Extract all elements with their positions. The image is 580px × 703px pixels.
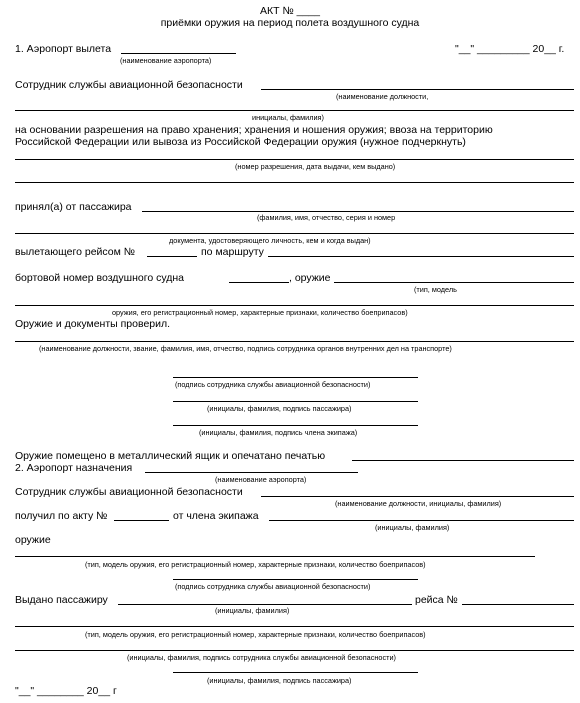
permit-line[interactable] xyxy=(15,159,574,160)
accepted-label: принял(а) от пассажира xyxy=(15,201,132,213)
officer-line[interactable] xyxy=(261,89,574,90)
officer2-caption: (наименование должности, инициалы, фамилия) xyxy=(335,499,502,508)
departure-airport-caption: (наименование аэропорта) xyxy=(120,56,212,65)
officer2-signature-line[interactable] xyxy=(173,579,418,580)
route-line[interactable] xyxy=(268,256,574,257)
police-line[interactable] xyxy=(15,341,574,342)
departure-airport-line[interactable] xyxy=(121,53,236,54)
police-caption: (наименование должности, звание, фамилия, имя, отчество, подпись сотрудника органов внутренних дел на транспорте) xyxy=(39,344,452,353)
passenger-signature-line[interactable] xyxy=(173,401,418,402)
officer2-signature-caption: (подпись сотрудника службы авиационной безопасности) xyxy=(175,582,371,591)
weapon-line[interactable] xyxy=(334,282,574,283)
arrival-airport-label: 2. Аэропорт назначения xyxy=(15,462,133,474)
issued-flight-label: рейса № xyxy=(415,594,458,606)
passenger-caption-2: документа, удостоверяющего личность, кем и когда выдан) xyxy=(169,236,371,245)
weapon3-caption: (тип, модель оружия, его регистрационный номер, характерные признаки, количество боеприпасов) xyxy=(85,630,426,639)
act-subtitle: приёмки оружия на период полета воздушного судна xyxy=(160,17,420,29)
crew-signature-caption: (инициалы, фамилия, подпись члена экипажа) xyxy=(199,428,358,437)
passenger2-signature-line[interactable] xyxy=(173,672,418,673)
officer-line-2[interactable] xyxy=(15,110,574,111)
weapon-line-2[interactable] xyxy=(15,305,574,306)
crew-line[interactable] xyxy=(269,520,574,521)
passenger-line-2[interactable] xyxy=(15,233,574,234)
issued-line[interactable] xyxy=(118,604,412,605)
permit-line-2[interactable] xyxy=(15,182,574,183)
weapon-caption: (тип, модель xyxy=(414,285,457,294)
passenger-caption: (фамилия, имя, отчество, серия и номер xyxy=(257,213,396,222)
officer-caption-2: инициалы, фамилия) xyxy=(252,113,324,122)
officer2-line[interactable] xyxy=(261,496,574,497)
officer-label: Сотрудник службы авиационной безопасности xyxy=(15,79,243,91)
final-date: "__" ________ 20__ г xyxy=(15,685,117,697)
received-label: получил по акту № xyxy=(15,510,108,522)
officer3-line[interactable] xyxy=(15,650,574,651)
weapon2-label: оружие xyxy=(15,534,51,546)
basis-line-1: на основании разрешения на право хранения; хранения и ношения оружия; ввоза на территорию xyxy=(15,124,493,136)
officer-caption: (наименование должности, xyxy=(336,92,429,101)
weapon-label: , оружие xyxy=(289,272,331,284)
weapon2-line[interactable] xyxy=(15,556,535,557)
permit-caption: (номер разрешения, дата выдачи, кем выдано) xyxy=(235,162,396,171)
departure-airport-label: 1. Аэропорт вылета xyxy=(15,43,112,55)
act-title: АКТ № ____ xyxy=(260,5,320,17)
issued-flight-line[interactable] xyxy=(462,604,574,605)
officer-signature-caption: (подпись сотрудника службы авиационной безопасности) xyxy=(175,380,371,389)
received-act-line[interactable] xyxy=(114,520,169,521)
flight-label: вылетающего рейсом № xyxy=(15,246,136,258)
passenger-line[interactable] xyxy=(142,211,574,212)
officer3-caption: (инициалы, фамилия, подпись сотрудника службы авиационной безопасности) xyxy=(127,653,396,662)
basis-line-2: Российской Федерации или вывоза из Российской Федерации оружия (нужное подчеркнуть) xyxy=(15,136,466,148)
flight-number-line[interactable] xyxy=(147,256,197,257)
weapon3-line[interactable] xyxy=(15,626,574,627)
arrival-airport-caption: (наименование аэропорта) xyxy=(215,475,307,484)
checked-text: Оружие и документы проверил. xyxy=(15,318,171,330)
aircraft-number-line[interactable] xyxy=(229,282,289,283)
officer2-label: Сотрудник службы авиационной безопасности xyxy=(15,486,243,498)
seal-line[interactable] xyxy=(352,460,574,461)
departure-date: "__" _________ 20__ г. xyxy=(455,43,565,55)
route-label: по маршруту xyxy=(201,246,264,258)
crew-signature-line[interactable] xyxy=(173,425,418,426)
issued-caption: (инициалы, фамилия) xyxy=(215,606,290,615)
sealed-text: Оружие помещено в металлический ящик и опечатано печатью xyxy=(15,450,326,462)
weapon-caption-2: оружия, его регистрационный номер, характерные признаки, количество боеприпасов) xyxy=(112,308,408,317)
aircraft-label: бортовой номер воздушного судна xyxy=(15,272,185,284)
passenger-signature-caption: (инициалы, фамилия, подпись пассажира) xyxy=(207,404,352,413)
crew-caption: (инициалы, фамилия) xyxy=(375,523,450,532)
officer-signature-line[interactable] xyxy=(173,377,418,378)
arrival-airport-line[interactable] xyxy=(145,472,358,473)
passenger2-signature-caption: (инициалы, фамилия, подпись пассажира) xyxy=(207,676,352,685)
weapon2-caption: (тип, модель оружия, его регистрационный номер, характерные признаки, количество боеприпасов) xyxy=(85,560,426,569)
from-crew-label: от члена экипажа xyxy=(173,510,259,522)
issued-label: Выдано пассажиру xyxy=(15,594,108,606)
